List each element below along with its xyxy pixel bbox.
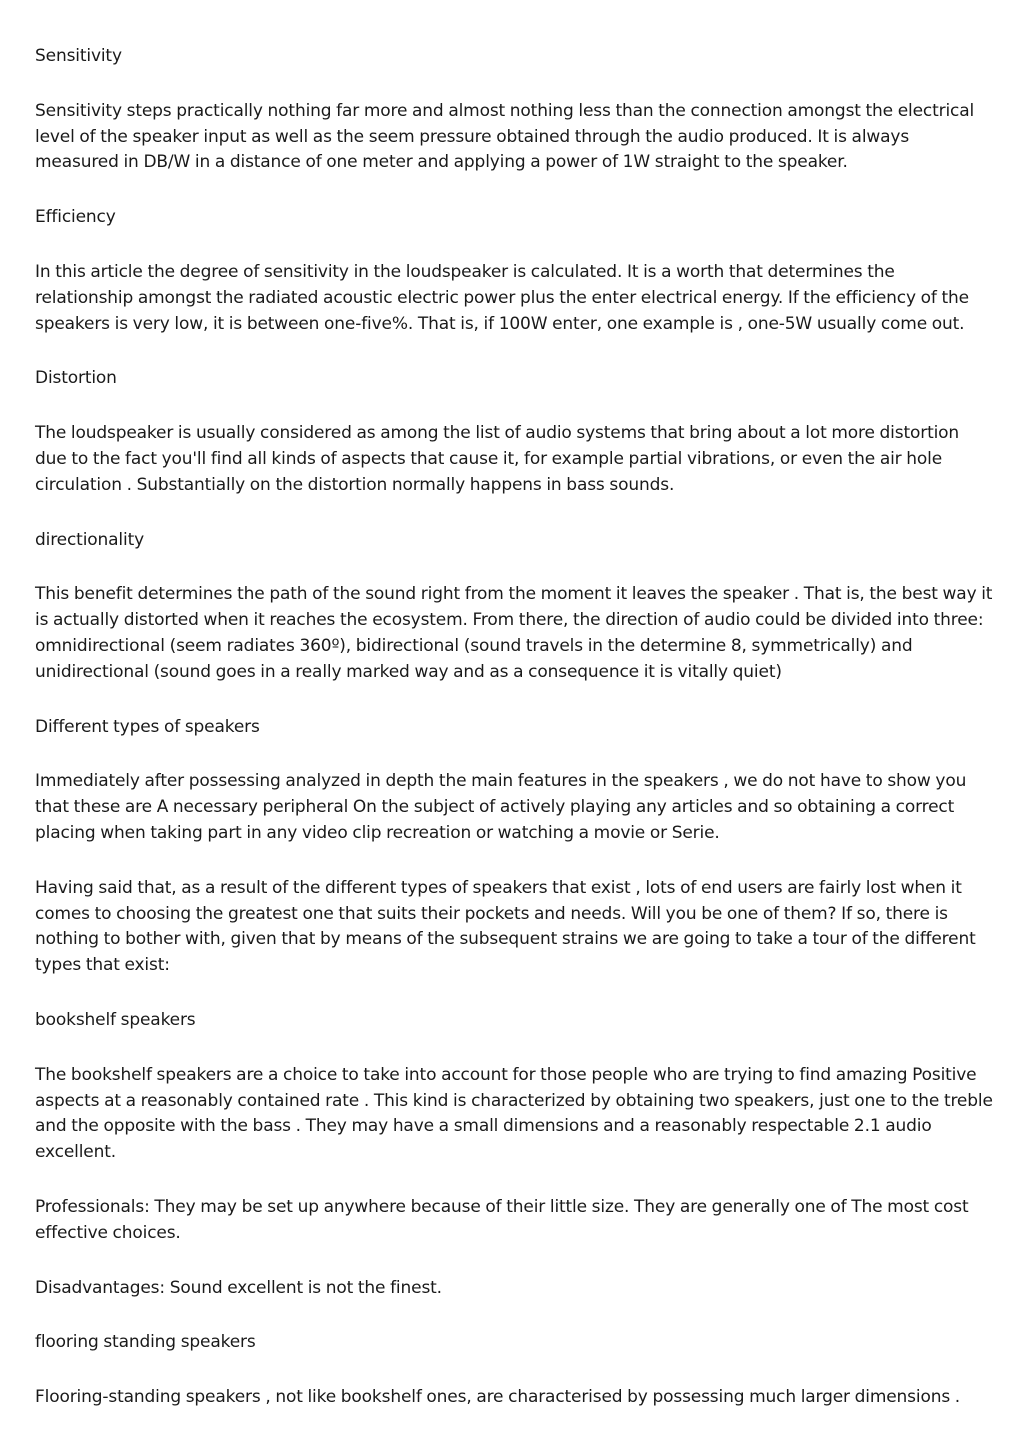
section-heading-sensitivity: Sensitivity bbox=[35, 46, 122, 66]
paragraph-sensitivity: Sensitivity steps practically nothing far more and almost nothing less than the connection amongst the electrical level of the speaker input as well as the seem pressure obtained through the audio produced. It is always measured in DB/W in a distance of one meter and applying a power of 1W straight to the speaker. bbox=[35, 100, 975, 173]
section-heading-distortion: Distortion bbox=[35, 368, 117, 389]
section-heading-efficiency: Efficiency bbox=[35, 207, 116, 228]
paragraph-bookshelf-pros: Professionals: They may be set up anywhere because of their little size. They are generally one of The most cost effective choices. bbox=[35, 1196, 969, 1243]
paragraph-bookshelf: The bookshelf speakers are a choice to take into account for those people who are trying to find amazing Positive aspects at a reasonably contained rate . This kind is characterized by obtaining two speakers, just one to the treble and the opposite with the bass . They may have a small dimensions and a reasonably respectable 2.1 audio excellent. bbox=[35, 1064, 993, 1163]
paragraph-bookshelf-cons: Disadvantages: Sound excellent is not the finest. bbox=[35, 1277, 442, 1298]
paragraph-speaker-types-intro: Immediately after possessing analyzed in depth the main features in the speakers , we do not have to show you that these are A necessary peripheral On the subject of actively playing any articles and so obtaining a correct placing when taking part in any video clip recreation or watching a movie or Serie. bbox=[35, 771, 967, 843]
section-heading-bookshelf: bookshelf speakers bbox=[35, 1009, 196, 1030]
section-heading-directionality: directionality bbox=[35, 529, 144, 550]
section-heading-floor-standing: flooring standing speakers bbox=[35, 1332, 256, 1353]
paragraph-speaker-types-choice: Having said that, as a result of the different types of speakers that exist , lots of end users are fairly lost when it comes to choosing the greatest one that suits their pockets and needs. Will you be one of them? If so, there is nothing to bother with, given that by means of the subsequent strains we are going to take a tour of the different types that exist: bbox=[35, 877, 976, 976]
paragraph-efficiency: In this article the degree of sensitivity in the loudspeaker is calculated. It is a worth that determines the relationship amongst the radiated acoustic electric power plus the enter electrical energy. If the efficiency of the speakers is very low, it is between one-five%. That is, if 100W enter, one example is , one-5W usually come out. bbox=[35, 261, 969, 334]
section-heading-speaker-types: Different types of speakers bbox=[35, 716, 260, 737]
paragraph-distortion: The loudspeaker is usually considered as among the list of audio systems that bring about a lot more distortion due to the fact you'll find all kinds of aspects that cause it, for example partial vibrations, or even the air hole circulation . Substantially on the distortion normally happens in bass sounds. bbox=[35, 423, 960, 495]
paragraph-floor-standing: Flooring-standing speakers , not like bookshelf ones, are characterised by possessing much larger dimensions . bbox=[35, 1387, 961, 1408]
paragraph-directionality: This benefit determines the path of the sound right from the moment it leaves the speaker . That is, the best way it is actually distorted when it reaches the ecosystem. From there, the direction of audio could be divided into three: omnidirectional (seem radiates 360º), bidirectional (sound travels in the determine 8, symmetrically) and unidirectional (sound goes in a really marked way and as a consequence it is vitally quiet) bbox=[35, 584, 993, 682]
